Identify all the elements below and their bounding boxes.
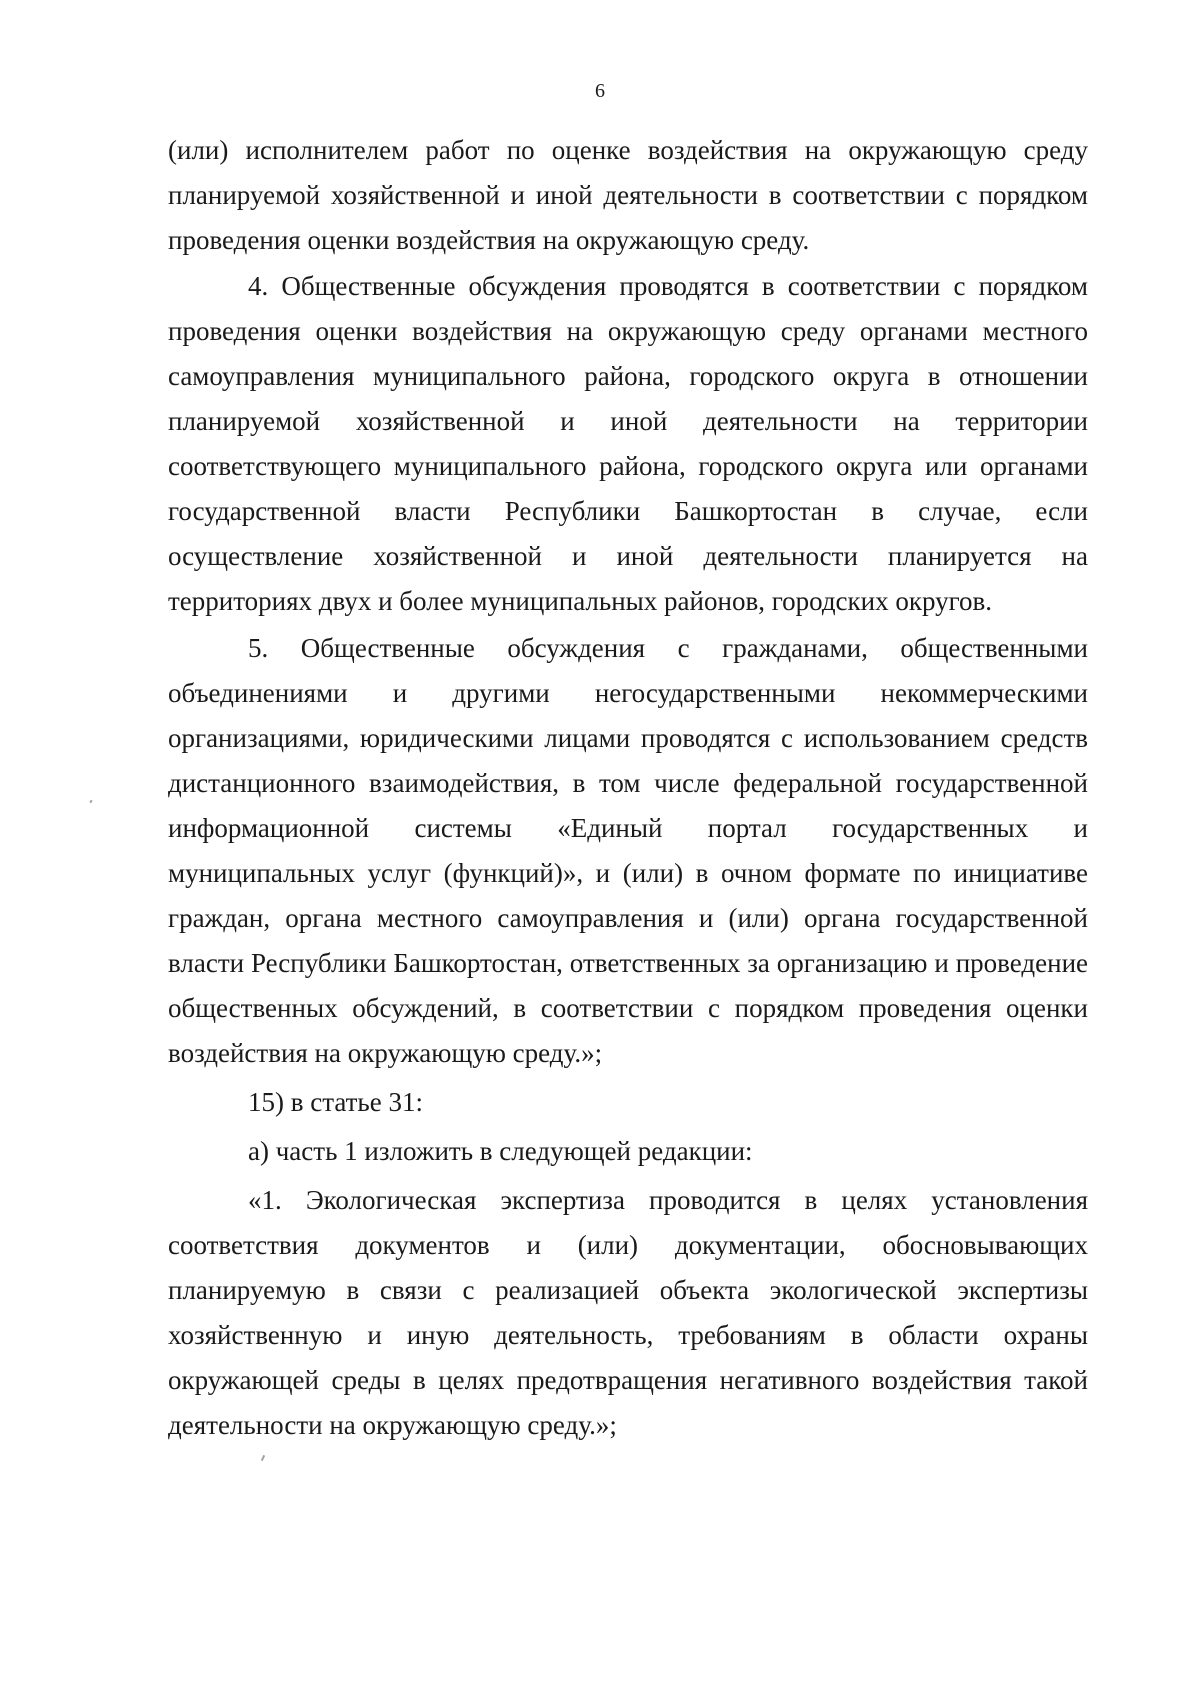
paragraph-quoted-part-1: «1. Экологическая экспертиза проводится в целях установления соответствия документов и (или) документации, обосновывающих планируемую в связи с реализацией объекта экологической экспертизы хозяйственную и иную деятельность, требованиям в области охраны окружающей среды в целях предотвращения негативного воздействия такой деятельности на окружающую среду.»;	[168, 1185, 1088, 1440]
page-number: 6	[595, 80, 605, 102]
paragraph-item-15: 15) в статье 31:	[248, 1087, 423, 1117]
paragraph-continuation: (или) исполнителем работ по оценке воздействия на окружающую среду планируемой хозяйственной и иной деятельности в соответствии с порядком проведения оценки воздействия на окружающую среду.	[168, 135, 1088, 255]
document-body	[168, 128, 1088, 1448]
paragraph-subitem-a: а) часть 1 изложить в следующей редакции:	[248, 1136, 753, 1166]
paragraph-item-4: 4. Общественные обсуждения проводятся в соответствии с порядком проведения оценки воздействия на окружающую среду органами местного самоуправления муниципального района, городского округа в отношении планируемой хозяйственной и иной деятельности на территории соответствующего муниципального района, городского округа или органами государственной власти Республики Башкортостан в случае, если осуществление хозяйственной и иной деятельности планируется на территориях двух и более муниципальных районов, городских округов.	[168, 271, 1088, 616]
scan-speck	[261, 1455, 265, 1461]
scan-speck	[89, 800, 92, 804]
paragraph-item-5: 5. Общественные обсуждения с гражданами, общественными объединениями и другими негосударственными некоммерческими организациями, юридическими лицами проводятся с использованием средств дистанционного взаимодействия, в том числе федеральной государственной информационной системы «Единый портал государственных и муниципальных услуг (функций)», и (или) в очном формате по инициативе граждан, органа местного самоуправления и (или) органа государственной власти Республики Башкортостан, ответственных за организацию и проведение общественных обсуждений, в соответствии с порядком проведения оценки воздействия на окружающую среду.»;	[168, 633, 1088, 1068]
